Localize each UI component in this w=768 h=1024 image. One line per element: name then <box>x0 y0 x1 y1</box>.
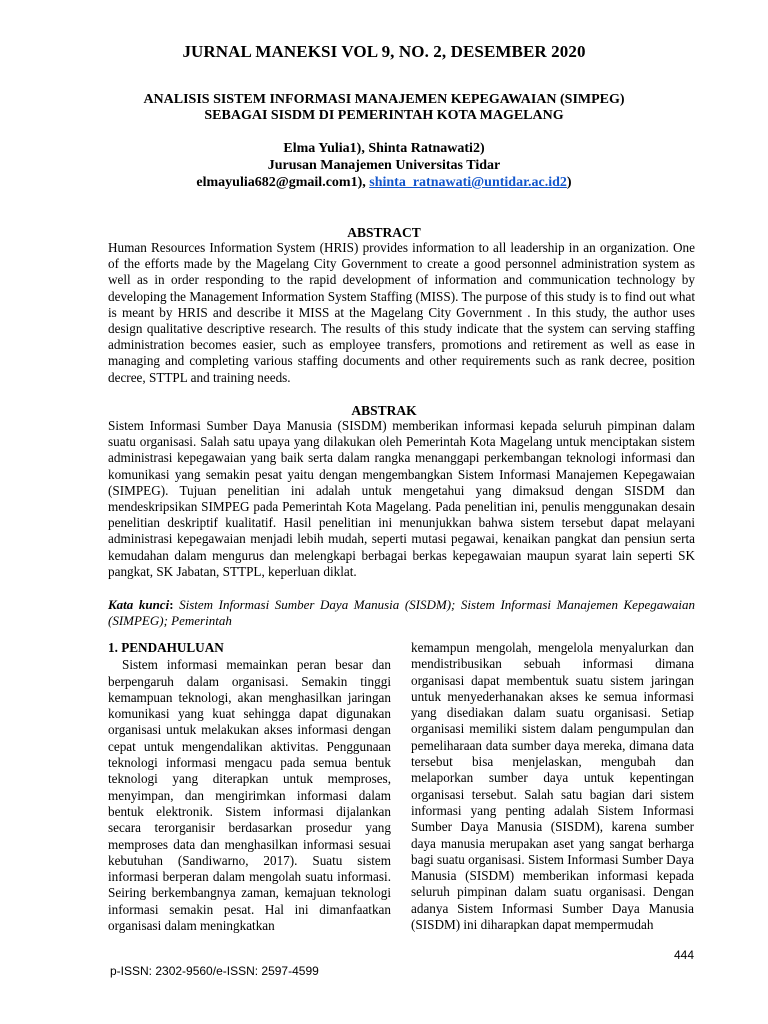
abstrak-heading: ABSTRAK <box>351 403 417 418</box>
keywords-label: Kata kunci <box>108 597 170 612</box>
issn-footer: p-ISSN: 2302-9560/e-ISSN: 2597-4599 <box>110 964 319 978</box>
page-number: 444 <box>673 948 694 962</box>
email-2-link[interactable]: shinta_ratnawati@untidar.ac.id2 <box>369 175 567 190</box>
paper-title <box>60 92 708 124</box>
section-heading: 1. PENDAHULUAN <box>108 640 224 655</box>
author-block <box>0 140 768 191</box>
abstrak-text: Sistem Informasi Sumber Daya Manusia (SISDM) memberikan informasi kepada seluruh pimpinan dalam suatu organisasi. Salah satu upaya yang dilakukan oleh Pemerintah Kota Magelang untuk menciptakan sistem administrasi kepegawaian yang baik serta dalam rangka menanggapi perkembangan teknologi informasi dan komunikasi yang semakin pesat yaitu dengan mengembangkan Sistem Informasi Manajemen Kepegawaian (SIMPEG). Tujuan penelitian ini adalah untuk mengetahui yang dimaksud dengan SISDM dan mendeskripsikan SIMPEG pada Pemerintah Kota Magelang. Pada penelitian ini, penulis menggunakan desain penelitian deskriptif kualitatif. Hasil penelitian ini menunjukkan bahwa sistem tersebut dapat melayani administrasi kepegawaian menjadi lebih mudah, seperti mutasi pegawai, kenaikan pangkat dan pensiun serta kemudahan dalam mengurus dan melengkapi berbagai berkas kepegawaian maupun syarat lain seperti SK pangkat, SK Jabatan, STTPL, keperluan diklat. <box>108 418 695 579</box>
author-names: Elma Yulia1), Shinta Ratnawati2) <box>283 141 485 156</box>
author-affiliation: Jurusan Manajemen Universitas Tidar <box>267 158 501 173</box>
email-1: elmayulia682@gmail.com1), <box>196 175 370 190</box>
keywords <box>108 597 695 629</box>
keywords-text: Sistem Informasi Sumber Daya Manusia (SISDM); Sistem Informasi Manajemen Kepegawaian (SIMPEG); Pemerintah <box>108 597 696 628</box>
column-left <box>108 640 391 934</box>
journal-header: JURNAL MANEKSI VOL 9, NO. 2, DESEMBER 2020 <box>182 42 586 61</box>
body-paragraph: Sistem informasi memainkan peran besar dan berpengaruh dalam organisasi. Semakin tinggi kemampuan teknologi, akan menghasilkan jaringan komunikasi yang kuat sehingga dapat digunakan organisasi untuk melakukan akses informasi dengan cepat untuk mengendalikan aktivitas. Penggunaan teknologi informasi mengacu pada semua bentuk teknologi yang diterapkan untuk memproses, menyimpan, dan mengirimkan informasi dalam bentuk elektronik. Sistem informasi dijalankan secara terorganisir berdasarkan prosedur yang memproses data dan menghasilkan informasi sesuai kebutuhan (Sandiwarno, 2017). Suatu sistem informasi berperan dalam mengolah suatu informasi. Seiring berkembangnya zaman, kemajuan teknologi informasi semakin pesat. Hal ini dimanfaatkan organisasi dalam meningkatkan <box>108 657 391 934</box>
abstract-heading: ABSTRACT <box>347 225 421 240</box>
author-emails <box>0 174 768 191</box>
column-right <box>411 640 694 933</box>
abstract-text: Human Resources Information System (HRIS) provides information to all leadership in an organization. One of the efforts made by the Magelang City Government to create a good personnel administration system as well as in order responding to the rapid development of information and communication technology by developing the Management Information System Staffing (MISS). The purpose of this study is to find out what is meant by HRIS and describe it MISS at the Magelang City Government . In this study, the author uses design qualitative descriptive research. The results of this study indicate that the system can serving staffing administration becomes easier, such as employee transfers, promotions and retirement as well as ease in managing and completing various staffing documents and other requirements such as rank decree, position decree, STTPL and training needs. <box>108 240 695 385</box>
body-paragraph-continued: kemampun mengolah, mengelola menyalurkan dan mendistribusikan sebuah informasi dimana organisasi dapat membentuk suatu sistem jaringan untuk menyederhanakan akses ke semua informasi yang disediakan dalam suatu organisasi. Setiap organisasi memiliki sistem dalam pengumpulan dan pemeliharaan data sumber daya mereka, dimana data tersebut bisa menjelaskan, mengubah dan melaporkan sumber daya untuk kepentingan organisasi tersebut. Salah satu bagian dari sistem informasi yang penting adalah Sistem Informasi Sumber Daya Manusia (SISDM), karena sumber daya manusia merupakan aset yang sangat berharga bagi suatu organisasi. Sistem Informasi Sumber Daya Manusia (SISDM) memberikan informasi kepada seluruh pimpinan dalam suatu organisasi. Dengan adanya Sistem Informasi Sumber Daya Manusia (SISDM) ini diharapkan dapat mempermudah <box>411 640 694 933</box>
email-close: ) <box>566 175 572 190</box>
keywords-colon: : <box>169 597 174 612</box>
title-line-1: ANALISIS SISTEM INFORMASI MANAJEMEN KEPEGAWAIAN (SIMPEG) <box>143 92 625 107</box>
title-line-2: SEBAGAI SISDM DI PEMERINTAH KOTA MAGELANG <box>204 108 564 123</box>
